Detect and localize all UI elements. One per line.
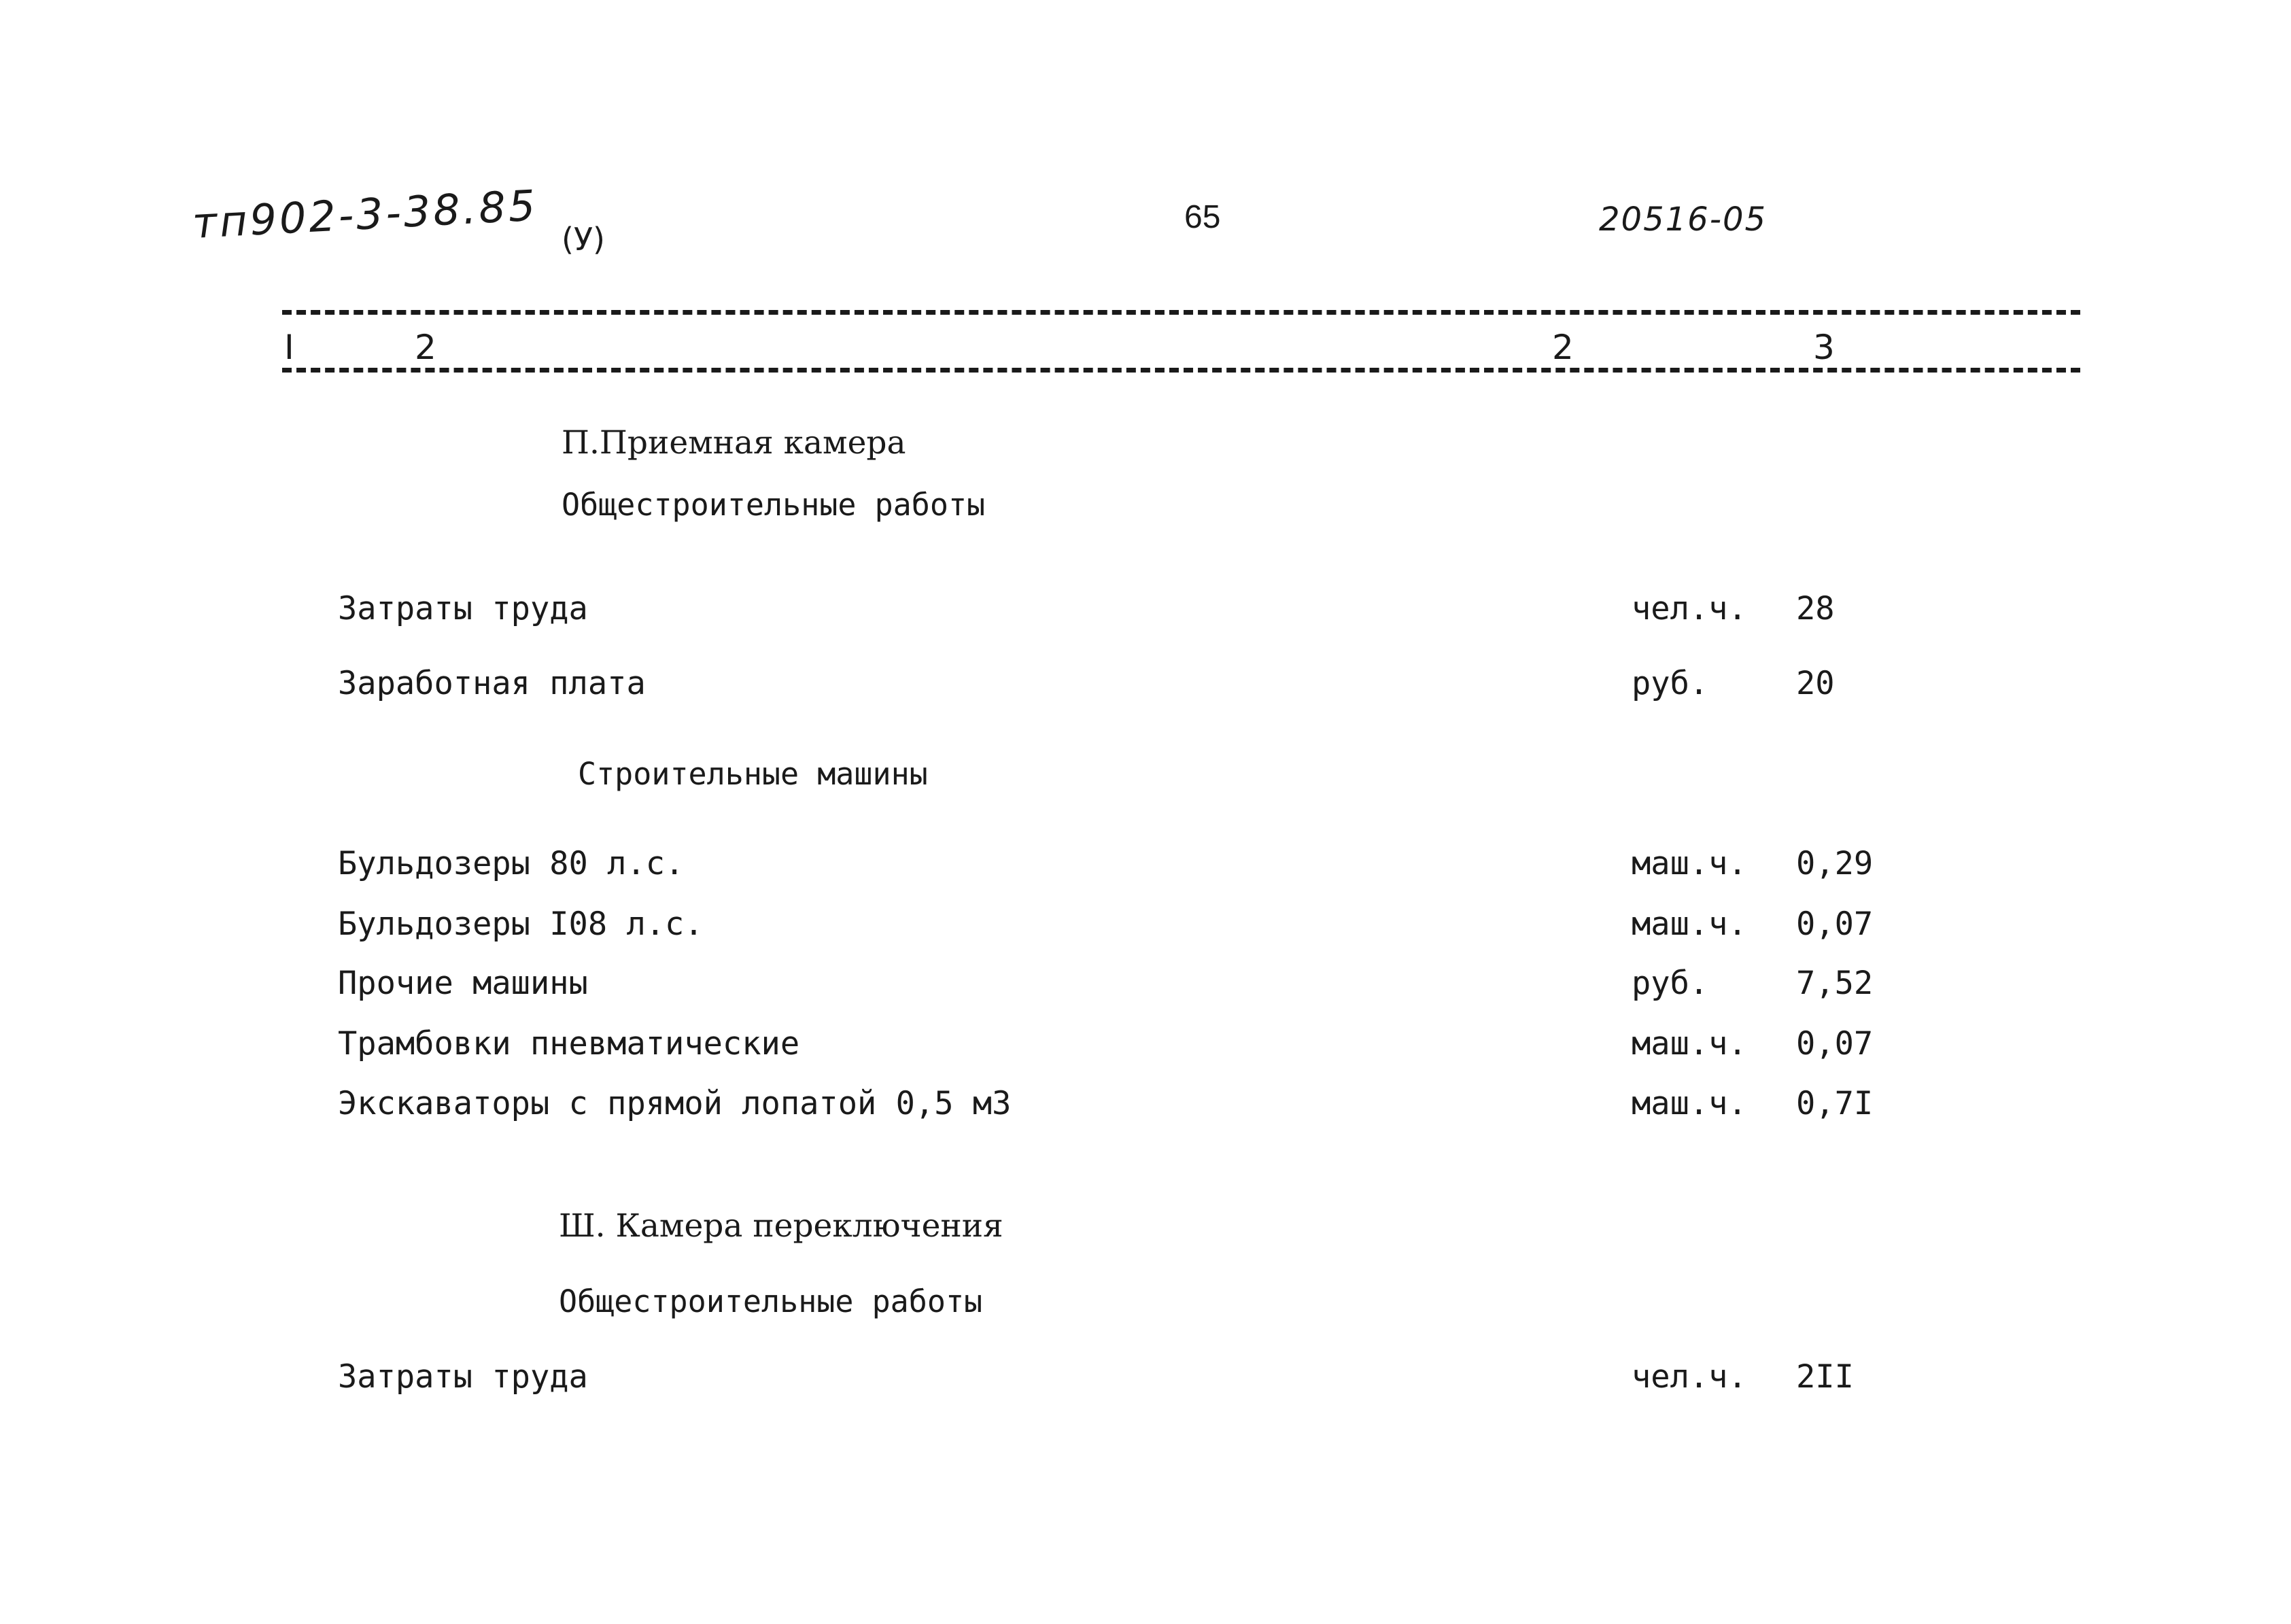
row-unit: маш.ч. xyxy=(1632,845,1747,882)
row-value: 7,52 xyxy=(1796,965,1874,1002)
row-unit: чел.ч. xyxy=(1632,1358,1747,1396)
row-unit: чел.ч. xyxy=(1632,590,1747,627)
row-label: Экскаваторы с прямой лопатой 0,5 м3 xyxy=(338,1085,1012,1122)
row-value: 0,07 xyxy=(1796,1025,1874,1062)
inventory-number: 20516-05 xyxy=(1599,201,1768,239)
row-label: Затраты труда xyxy=(338,1358,588,1396)
row-label: Прочие машины xyxy=(338,965,588,1002)
document-mark: (У) xyxy=(562,221,605,258)
row-unit: маш.ч. xyxy=(1632,1025,1747,1062)
page-number: 65 xyxy=(1184,199,1221,235)
table-header-top-rule xyxy=(282,310,2080,315)
column-number-2-right: 2 xyxy=(1552,328,1574,367)
section-2-title: П.Приемная камера xyxy=(562,424,906,462)
row-value: 2II xyxy=(1796,1358,1854,1396)
section-2-subtitle: Общестроительные работы xyxy=(562,487,986,523)
row-label: Бульдозеры I08 л.с. xyxy=(338,905,704,943)
row-label: Затраты труда xyxy=(338,590,588,627)
row-unit: руб. xyxy=(1632,665,1709,702)
row-unit: маш.ч. xyxy=(1632,905,1747,943)
column-number-2: 2 xyxy=(415,328,436,367)
row-value: 20 xyxy=(1796,665,1835,702)
column-number-1: I xyxy=(284,328,294,367)
row-value: 28 xyxy=(1796,590,1835,627)
section-3-title: Ш. Камера переключения xyxy=(559,1207,1003,1245)
row-value: 0,29 xyxy=(1796,845,1874,882)
section-3-subtitle: Общестроительные работы xyxy=(559,1283,983,1319)
column-number-3: 3 xyxy=(1813,328,1835,367)
row-unit: маш.ч. xyxy=(1632,1085,1747,1122)
row-label: Бульдозеры 80 л.с. xyxy=(338,845,685,882)
row-unit: руб. xyxy=(1632,965,1709,1002)
row-label: Трамбовки пневматические xyxy=(338,1025,800,1062)
document-code: тп902-3-38.85 xyxy=(191,180,539,248)
row-label: Заработная плата xyxy=(338,665,646,702)
table-header-bottom-rule xyxy=(282,368,2080,373)
machines-title: Строительные машины xyxy=(578,756,928,792)
row-value: 0,7I xyxy=(1796,1085,1874,1122)
row-value: 0,07 xyxy=(1796,905,1874,943)
